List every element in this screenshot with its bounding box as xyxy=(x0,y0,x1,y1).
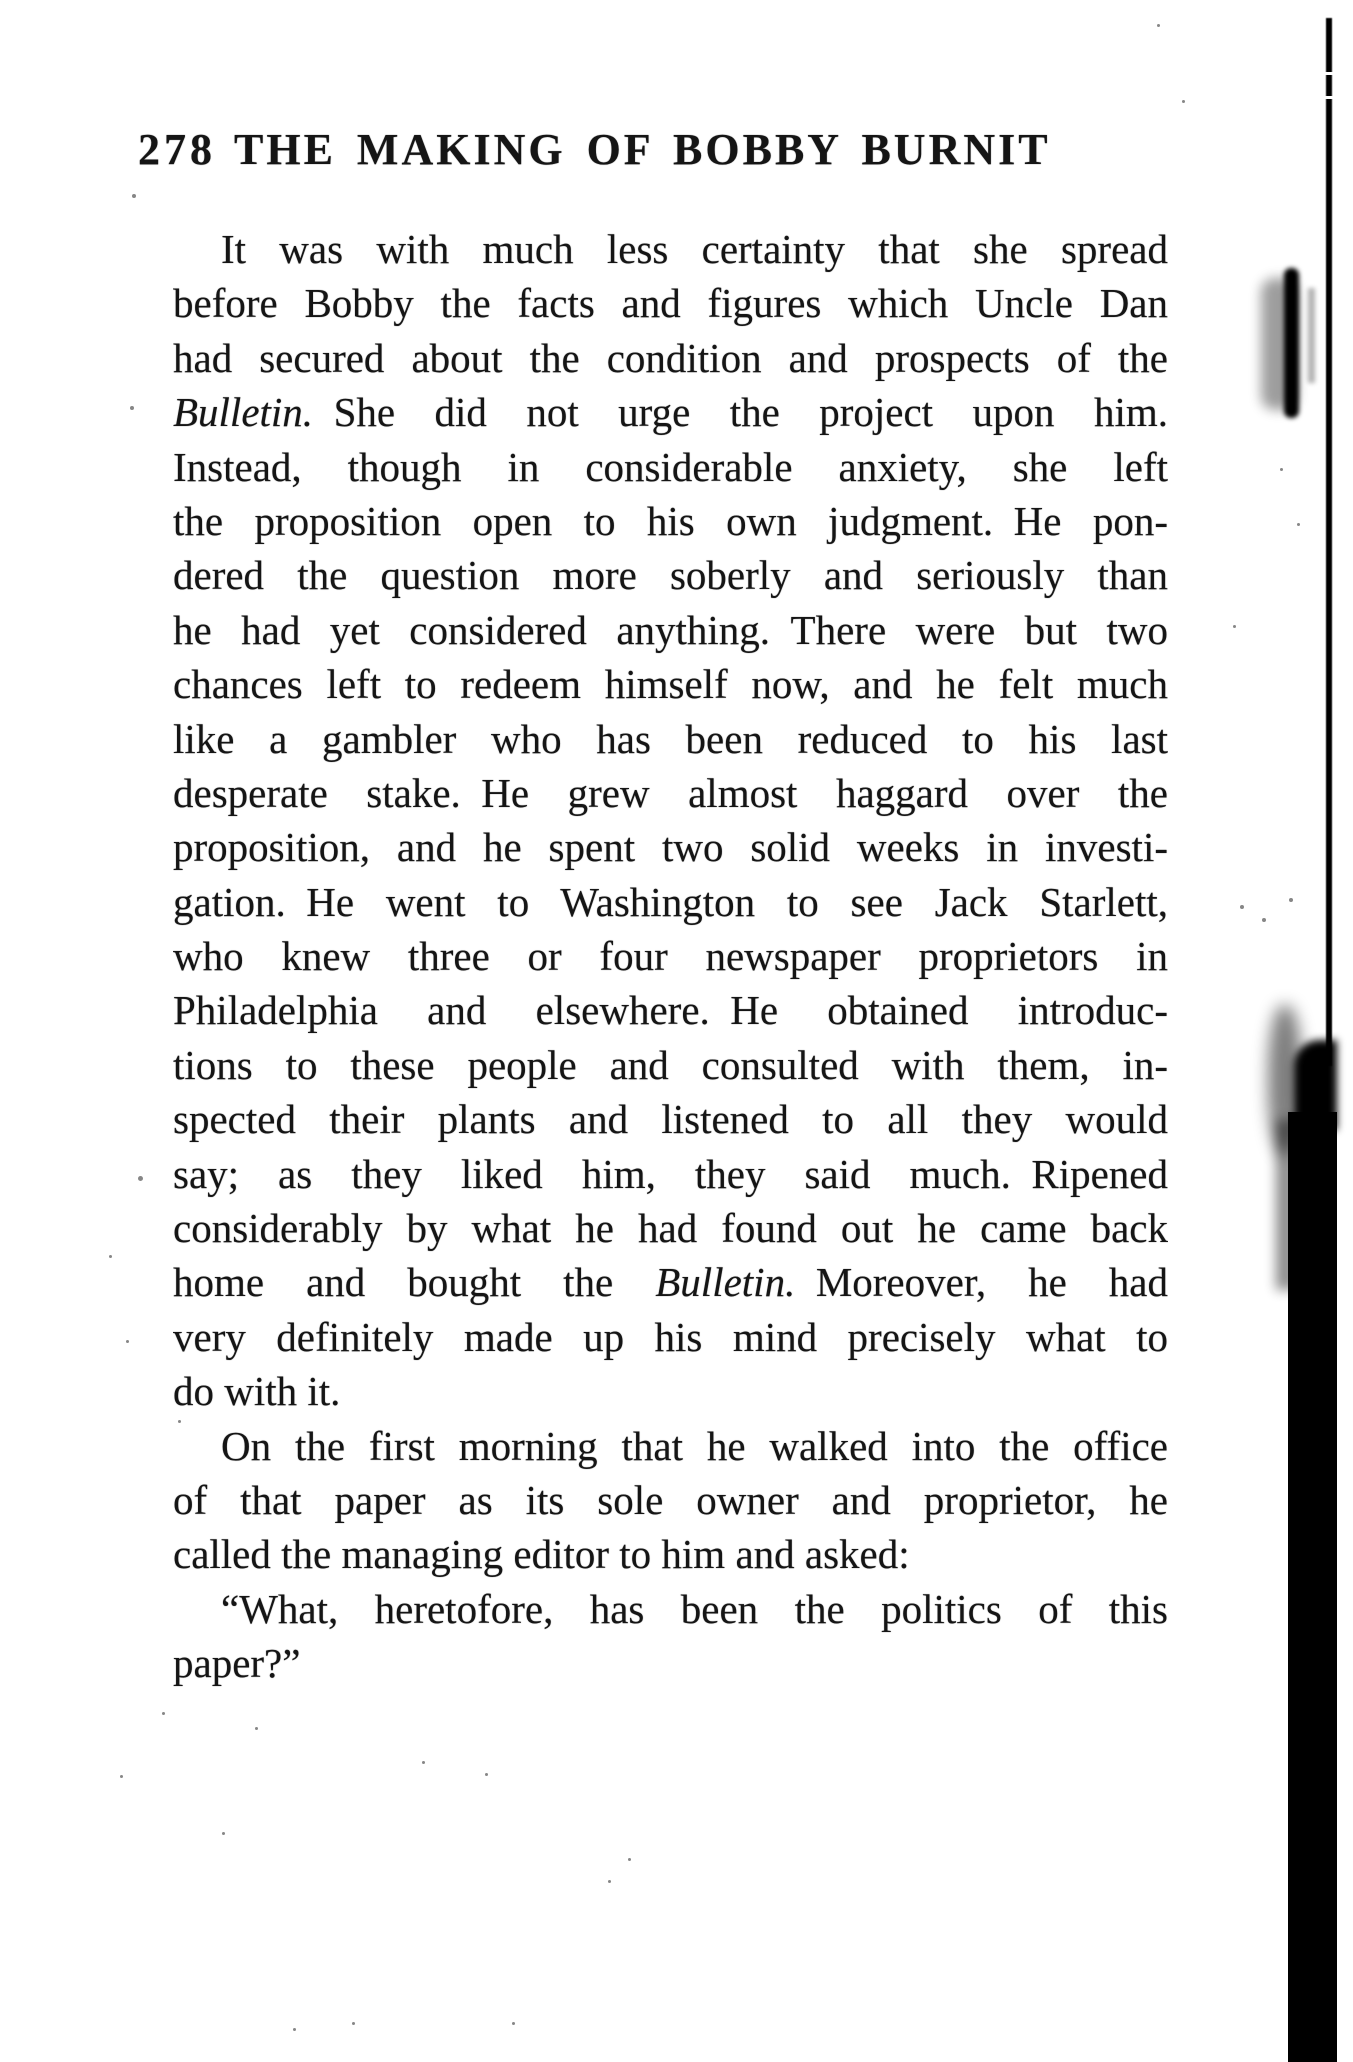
text-segment: home and bought the xyxy=(173,1259,656,1306)
scan-speck xyxy=(1182,100,1185,103)
text-segment: before Bobby the facts and figures which Uncle Dan xyxy=(173,280,1168,327)
scan-speck xyxy=(1280,468,1283,471)
text-segment: very definitely made up his mind precisely what to xyxy=(173,1313,1168,1360)
scan-speck xyxy=(126,1340,129,1343)
scan-speck xyxy=(485,1773,488,1776)
text-line xyxy=(173,1636,1168,1690)
scan-speck xyxy=(293,2028,296,2031)
scan-speck xyxy=(1262,918,1266,922)
text-segment: like a gambler who has been reduced to his last xyxy=(173,715,1168,762)
text-segment: chances left to redeem himself now, and he felt much xyxy=(173,661,1168,708)
text-segment: desperate stake. He grew almost haggard over the xyxy=(173,769,1168,816)
page-text xyxy=(173,222,1168,1691)
scan-speck xyxy=(1233,625,1236,628)
scan-speck xyxy=(138,1176,143,1181)
text-line xyxy=(173,820,1168,874)
text-line xyxy=(173,603,1168,657)
scan-speck xyxy=(178,1420,181,1423)
text-segment: say; as they liked him, they said much. Ripened xyxy=(173,1150,1168,1197)
text-segment: She did not urge the project upon him. xyxy=(313,389,1168,436)
text-segment: dered the question more soberly and seriously than xyxy=(173,552,1168,599)
text-line xyxy=(173,1038,1168,1092)
text-line xyxy=(173,929,1168,983)
text-line xyxy=(173,222,1168,276)
scan-edge-line xyxy=(1326,18,1332,1066)
text-segment: the proposition open to his own judgment. He pon- xyxy=(173,497,1168,544)
text-line xyxy=(173,494,1168,548)
scan-speck xyxy=(255,1727,258,1730)
text-line xyxy=(173,1527,1168,1581)
text-line xyxy=(173,276,1168,330)
text-segment: “What, heretofore, has been the politics of this xyxy=(221,1585,1168,1632)
text-line xyxy=(173,1147,1168,1201)
page-header xyxy=(138,124,1051,175)
ink-smudge-haze xyxy=(1308,288,1315,383)
scan-speck xyxy=(1157,24,1160,27)
text-segment: Philadelphia and elsewhere. He obtained introduc- xyxy=(173,987,1168,1034)
page-number: 278 xyxy=(138,125,216,174)
text-segment: called the managing editor to him and asked: xyxy=(173,1531,910,1578)
text-segment: Moreover, he had xyxy=(795,1259,1168,1306)
ink-smudge-haze xyxy=(1261,278,1297,410)
text-line xyxy=(173,766,1168,820)
text-line xyxy=(173,385,1168,439)
text-segment: gation. He went to Washington to see Jack Starlett, xyxy=(173,878,1168,925)
scan-speck xyxy=(352,2022,355,2025)
text-segment: considerably by what he had found out he came back xyxy=(173,1205,1168,1252)
text-line xyxy=(173,440,1168,494)
scan-speck xyxy=(628,1858,631,1861)
text-segment: On the first morning that he walked into the office xyxy=(221,1422,1168,1469)
text-line xyxy=(173,1201,1168,1255)
text-segment: do with it. xyxy=(173,1368,341,1415)
text-segment: proposition, and he spent two solid weeks in investi- xyxy=(173,824,1168,871)
text-line xyxy=(173,875,1168,929)
text-line xyxy=(173,1092,1168,1146)
scan-speck xyxy=(512,2022,515,2025)
text-segment: spected their plants and listened to all they would xyxy=(173,1096,1168,1143)
binding-shadow-bar xyxy=(1288,1112,1337,2062)
scan-speck xyxy=(422,1761,425,1764)
scan-speck xyxy=(1240,905,1244,909)
text-line xyxy=(173,712,1168,766)
text-line xyxy=(173,1419,1168,1473)
text-line xyxy=(173,1582,1168,1636)
text-line xyxy=(173,1364,1168,1418)
text-segment: It was with much less certainty that she spread xyxy=(221,226,1168,272)
text-line xyxy=(173,548,1168,602)
text-segment: of that paper as its sole owner and proprietor, he xyxy=(173,1476,1168,1523)
text-line xyxy=(173,983,1168,1037)
text-segment: paper?” xyxy=(173,1640,301,1687)
text-line xyxy=(173,1473,1168,1527)
text-line xyxy=(173,331,1168,385)
text-line xyxy=(173,1310,1168,1364)
text-segment: who knew three or four newspaper proprietors in xyxy=(173,933,1168,980)
scan-speck xyxy=(608,1880,611,1883)
scan-speck xyxy=(1289,898,1293,902)
text-line xyxy=(173,1255,1168,1309)
text-line xyxy=(173,657,1168,711)
text-segment: he had yet considered anything. There were but two xyxy=(173,606,1168,653)
scan-speck xyxy=(120,1775,123,1778)
scan-speck xyxy=(109,1255,112,1258)
scan-speck xyxy=(162,1712,165,1715)
text-segment: Instead, though in considerable anxiety, she left xyxy=(173,443,1168,490)
scan-edge-line-break xyxy=(1324,72,1334,75)
italic-book-title: Bulletin. xyxy=(173,389,314,436)
text-segment: had secured about the condition and prospects of the xyxy=(173,334,1168,381)
scan-speck xyxy=(1297,523,1300,526)
text-segment: tions to these people and consulted with them, in- xyxy=(173,1041,1168,1088)
scan-edge-line-break xyxy=(1324,96,1334,99)
scan-speck xyxy=(222,1832,225,1835)
scan-speck xyxy=(132,194,136,198)
running-title: THE MAKING OF BOBBY BURNIT xyxy=(234,125,1051,174)
scan-speck xyxy=(130,406,134,410)
italic-book-title: Bulletin. xyxy=(655,1259,796,1306)
